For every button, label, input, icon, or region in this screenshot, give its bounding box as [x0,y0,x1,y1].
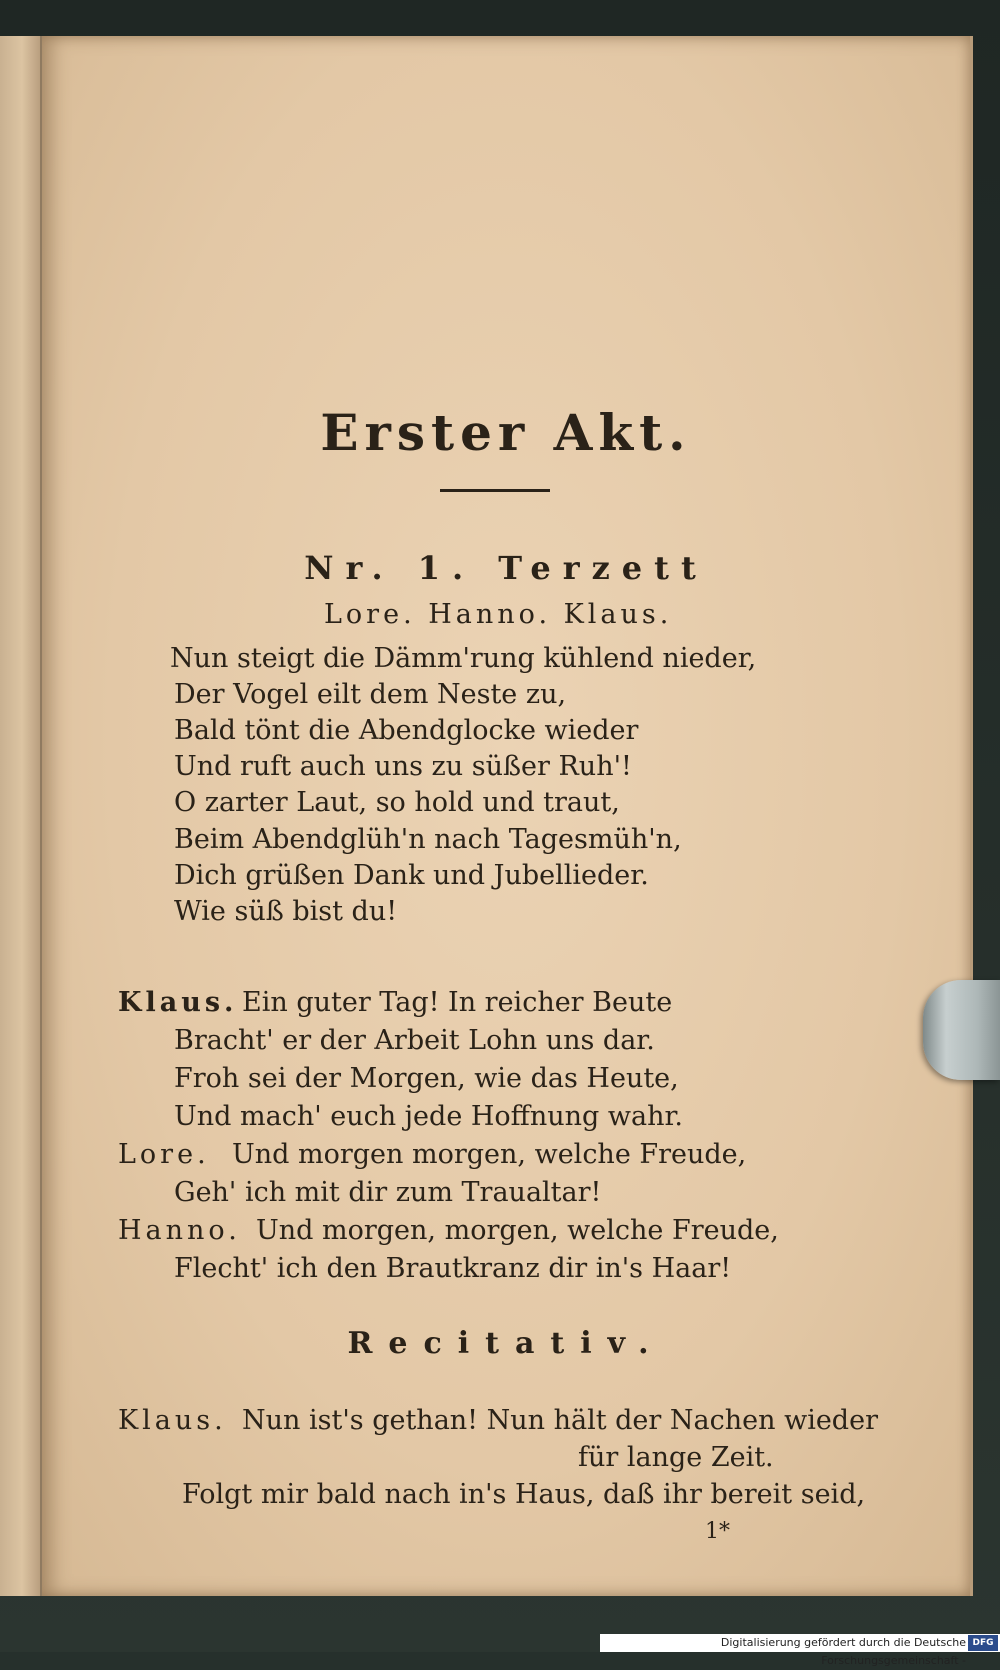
dialogue-line: Und mach' euch jede Hoffnung wahr. [174,1101,684,1132]
dialogue-line: Und morgen morgen, welche Freude, [232,1139,747,1170]
dialogue-line: Nun ist's gethan! Nun hält der Nachen wieder [242,1405,878,1436]
recitativ-title: Recitativ. [347,1326,665,1361]
verse-line: Der Vogel eilt dem Neste zu, [174,679,567,710]
dialogue-line: Folgt mir bald nach in's Haus, daß ihr bereit seid, [182,1479,866,1510]
speaker-hanno: Hanno. [118,1215,241,1246]
digitization-footer [600,1634,1000,1667]
dialogue-line: Flecht' ich den Brautkranz dir in's Haar! [174,1253,732,1284]
characters-line: Lore. Hanno. Klaus. [324,599,673,630]
verse-line: Nun steigt die Dämm'rung kühlend nieder, [170,643,757,674]
speaker-klaus: Klaus. [118,1405,227,1436]
previous-page-edge [0,36,42,1596]
book-page [42,36,973,1596]
dialogue-line: Und morgen, morgen, welche Freude, [256,1215,779,1246]
verse-line: Bald tönt die Abendglocke wieder [174,715,639,746]
verse-line: Und ruft auch uns zu süßer Ruh'! [174,751,632,782]
dialogue-line: Froh sei der Morgen, wie das Heute, [174,1063,679,1094]
dfg-logo: DFG [968,1635,998,1651]
dialogue-line: Ein guter Tag! In reicher Beute [242,987,673,1018]
dialogue-line: für lange Zeit. [578,1442,774,1473]
thumb-holding-page [923,980,1000,1080]
verse-line: Beim Abendglüh'n nach Tagesmüh'n, [174,824,682,855]
speaker-lore: Lore. [118,1139,210,1170]
verse-line: Dich grüßen Dank und Jubellieder. [174,860,649,891]
page-number: 1* [705,1519,730,1544]
dialogue-line: Geh' ich mit dir zum Traualtar! [174,1177,602,1208]
title-divider [440,489,550,492]
number-title: Nr. 1. Terzett [304,549,708,587]
footer-text: Digitalisierung gefördert durch die Deutsche Forschungsgemeinschaft - [720,1636,966,1667]
verse-line: Wie süß bist du! [174,896,398,927]
dialogue-line: Bracht' er der Arbeit Lohn uns dar. [174,1025,655,1056]
verse-line: O zarter Laut, so hold und traut, [174,787,620,818]
speaker-klaus: Klaus. [118,987,238,1018]
act-title: Erster Akt. [320,403,692,462]
